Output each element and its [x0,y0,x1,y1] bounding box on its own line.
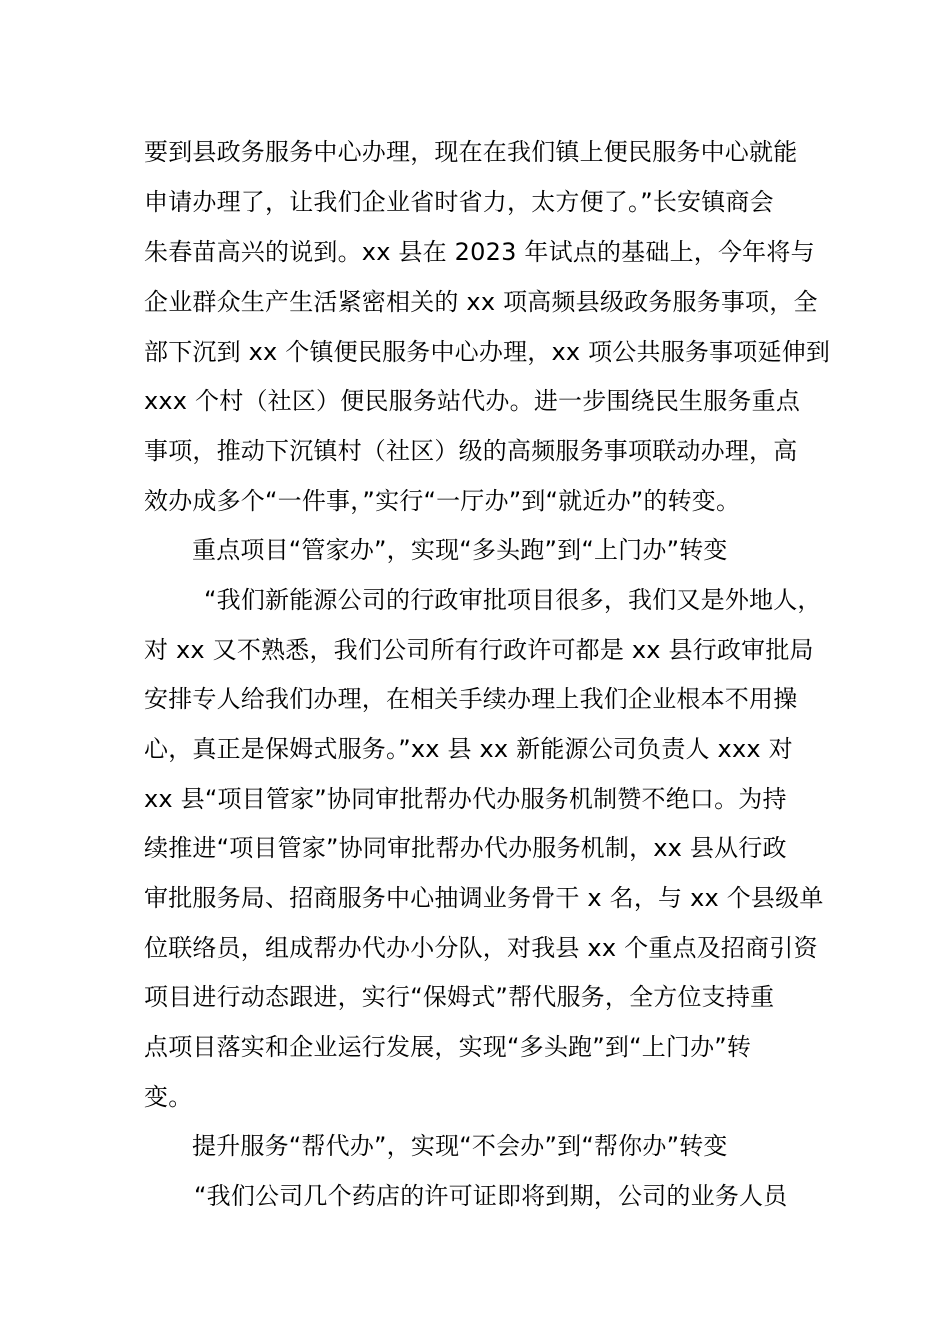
text-line-13: 心，真正是保姆式服务。”xx 县 xx 新能源公司负责人 xxx 对 [144,735,793,763]
text-line-6: xxx 个村（社区）便民服务站代办。进一步围绕民生服务重点 [144,387,801,415]
section-heading-1: 重点项目“管家办”，实现“多头跑”到“上门办”转变 [192,536,728,564]
text-line-3: 朱春苗高兴的说到。xx 县在 2023 年试点的基础上，今年将与 [144,238,815,266]
text-line-12: 安排专人给我们办理，在相关手续办理上我们企业根本不用操 [144,685,798,713]
text-line-15: 续推进“项目管家”协同审批帮办代办服务机制，xx 县从行政 [144,834,787,862]
text-line-19: 点项目落实和企业运行发展，实现“多头跑”到“上门办”转 [144,1033,752,1061]
text-line-18: 项目进行动态跟进，实行“保姆式”帮代服务，全方位支持重 [144,983,775,1011]
text-line-8: 效办成多个“一件事，”实行“一厅办”到“就近办”的转变。 [144,487,741,515]
text-line-4: 企业群众生产生活紧密相关的 xx 项高频县级政务服务事项，全 [144,288,818,316]
text-line-11: 对 xx 又不熟悉，我们公司所有行政许可都是 xx 县行政审批局 [144,636,814,664]
text-line-20: 变。 [144,1083,193,1111]
section-heading-2: 提升服务“帮代办”，实现“不会办”到“帮你办”转变 [192,1132,728,1160]
text-line-1: 要到县政务服务中心办理，现在在我们镇上便民服务中心就能 [144,138,798,166]
text-line-5: 部下沉到 xx 个镇便民服务中心办理，xx 项公共服务事项延伸到 [144,338,831,366]
text-line-22: “我们公司几个药店的许可证即将到期，公司的业务人员 [194,1182,788,1210]
text-line-14: xx 县“项目管家”协同审批帮办代办服务机制赞不绝口。为持 [144,785,787,813]
text-line-7: 事项，推动下沉镇村（社区）级的高频服务事项联动办理，高 [144,437,798,465]
text-line-10: “我们新能源公司的行政审批项目很多，我们又是外地人， [204,586,822,614]
text-line-16: 审批服务局、招商服务中心抽调业务骨干 x 名，与 xx 个县级单 [144,884,824,912]
text-line-2: 申请办理了，让我们企业省时省力，太方便了。”长安镇商会 [144,188,774,216]
text-line-17: 位联络员，组成帮办代办小分队，对我县 xx 个重点及招商引资 [144,934,818,962]
